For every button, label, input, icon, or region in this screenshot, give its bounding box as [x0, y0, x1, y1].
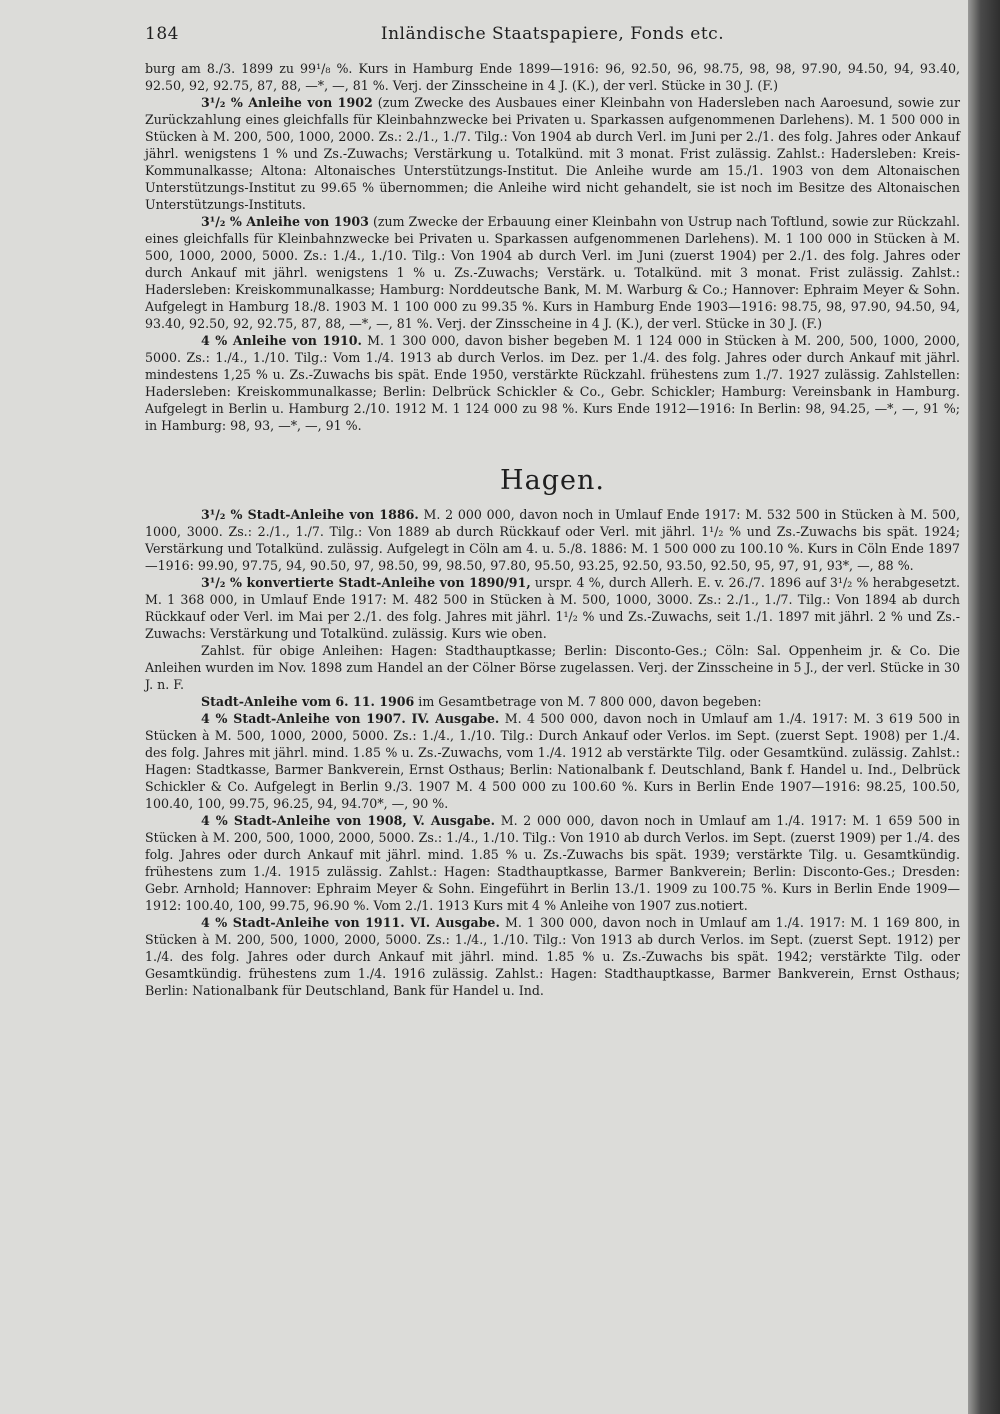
paragraph-lead: 4 % Stadt-Anleihe von 1911. VI. Ausgabe.	[201, 915, 500, 930]
paragraph	[145, 332, 960, 434]
paragraph	[145, 213, 960, 332]
paragraph	[145, 710, 960, 812]
paragraph	[145, 94, 960, 213]
scan-edge-shadow	[968, 0, 1000, 1414]
paragraph-lead: 4 % Stadt-Anleihe von 1907. IV. Ausgabe.	[201, 711, 500, 726]
paragraph-text: M. 1 300 000, davon bisher begeben M. 1 124 000 in Stücken à M. 200, 500, 1000, 2000, 5000. Zs.: 1./4., 1./10. Tilg.: Vom 1./4. 1913 ab durch Verlos. im Dez. per 1./4. des folg. Jahres oder durch Ankauf mit jährl. mindestens 1,25 % u. Zs.-Zuwachs bis spät. Ende 1950, verstärkte Rückzahl. frühestens zum 1./7. 1927 zulässig. Zahlstellen: Hadersleben: Kreiskommunalkasse; Berlin: Delbrück Schickler & Co., Gebr. Schickler; Hamburg: Vereinsbank in Hamburg. Aufgelegt in Berlin u. Hamburg 2./10. 1912 M. 1 124 000 zu 98 %. Kurs Ende 1912—1916: In Berlin: 98, 94.25, —*, —, 91 %; in Hamburg: 98, 93, —*, —, 91 %.	[145, 333, 960, 433]
paragraph-lead: Stadt-Anleihe vom 6. 11. 1906	[201, 694, 415, 709]
paragraph	[145, 914, 960, 999]
section-heading: Hagen.	[500, 465, 605, 496]
paragraph	[145, 642, 960, 693]
paragraph-text: M. 1 300 000, davon noch in Umlauf am 1./4. 1917: M. 1 169 800, in Stücken à M. 200, 500, 1000, 2000, 5000. Zs.: 1./4., 1./10. Tilg.: Von 1913 ab durch Verlos. im Sept. (zuerst Sept. 1912) per 1./4. des folg. Jahres oder durch Ankauf mit jährl. mind. 1.85 % u. Zs.-Zuwachs bis spät. 1942; verstärkte Tilg. oder Gesamtkündig. frühestens zum 1./4. 1916 zulässig. Zahlst.: Hagen: Stadthauptkasse, Barmer Bankverein, Ernst Osthaus; Berlin: Nationalbank für Deutschland, Bank für Handel u. Ind.	[145, 915, 960, 998]
paragraph-lead: 3¹/₂ % konvertierte Stadt-Anleihe von 1890/91,	[201, 575, 531, 590]
document-body	[145, 60, 960, 999]
paragraph-lead: 4 % Stadt-Anleihe von 1908, V. Ausgabe.	[201, 813, 496, 828]
running-title: Inländische Staatspapiere, Fonds etc.	[380, 24, 725, 44]
paragraph-text: im Gesamtbetrage von M. 7 800 000, davon begeben:	[414, 694, 762, 709]
paragraph-text: M. 4 500 000, davon noch in Umlauf am 1./4. 1917: M. 3 619 500 in Stücken à M. 500, 1000, 2000, 5000. Zs.: 1./4., 1./10. Tilg.: Durch Ankauf oder Verlos. im Sept. (zuerst Sept. 1908) per 1./4. des folg. Jahres mit jährl. mind. 1.85 % u. Zs.-Zuwachs, vom 1./4. 1912 ab verstärkte Tilg. oder Gesamtkünd. zulässig. Zahlst.: Hagen: Stadtkasse, Barmer Bankverein, Ernst Osthaus; Berlin: Nationalbank f. Deutschland, Bank f. Handel u. Ind., Delbrück Schickler & Co. Aufgelegt in Berlin 9./3. 1907 M. 4 500 000 zu 100.60 %. Kurs in Berlin Ende 1907—1916: 98.25, 100.50, 100.40, 100, 99.75, 96.25, 94, 94.70*, —, 90 %.	[145, 711, 960, 811]
paragraph-lead: 3¹/₂ % Stadt-Anleihe von 1886.	[201, 507, 419, 522]
paragraph-text: Zahlst. für obige Anleihen: Hagen: Stadthauptkasse; Berlin: Disconto-Ges.; Cöln: Sal. Oppenheim jr. & Co. Die Anleihen wurden im Nov. 1898 zum Handel an der Cölner Börse zugelassen. Verj. der Zinsscheine in 5 J., der verl. Stücke in 30 J. n. F.	[145, 643, 960, 692]
paragraph-text: (zum Zwecke der Erbauung einer Kleinbahn von Ustrup nach Toftlund, sowie zur Rückzahl. eines gleichfalls für Kleinbahnzwecke bei Privaten u. Sparkassen aufgenommenen Darlehens). M. 1 100 000 in Stücken à M. 500, 1000, 2000, 5000. Zs.: 1./4., 1./10. Tilg.: Von 1904 ab durch Verl. im Juni (zuerst 1904) per 2./1. des folg. Jahres oder durch Ankauf mit jährl. wenigstens 1 % u. Zs.-Zuwachs; Verstärk. u. Totalkünd. mit 3 monat. Frist zulässig. Zahlst.: Hadersleben: Kreiskommunalkasse; Hamburg: Norddeutsche Bank, M. M. Warburg & Co.; Hannover: Ephraim Meyer & Sohn. Aufgelegt in Hamburg 18./8. 1903 M. 1 100 000 zu 99.35 %. Kurs in Hamburg Ende 1903—1916: 98.75, 98, 97.90, 94.50, 94, 93.40, 92.50, 92, 92.75, 87, 88, —*, —, 81 %. Verj. der Zinsscheine in 4 J. (K.), der verl. Stücke in 30 J. (F.)	[145, 214, 960, 331]
paragraph-text: (zum Zwecke des Ausbaues einer Kleinbahn von Hadersleben nach Aaroesund, sowie zur Zurückzahlung eines gleichfalls für Kleinbahnzwecke bei Privaten u. Sparkassen aufgenommenen Darlehens). M. 1 500 000 in Stücken à M. 200, 500, 1000, 2000. Zs.: 2./1., 1./7. Tilg.: Von 1904 ab durch Verl. im Juni per 2./1. des folg. Jahres oder Ankauf jährl. wenigstens 1 % und Zs.-Zuwachs; Verstärkung u. Totalkünd. mit 3 monat. Frist zulässig. Zahlst.: Hadersleben: Kreis-Kommunalkasse; Altona: Altonaisches Unterstützungs-Institut. Die Anleihe wurde am 15./1. 1903 von dem Altonaischen Unterstützungs-Institut zu 99.65 % übernommen; die Anleihe wird nicht gehandelt, sie ist noch im Besitze des Altonaischen Unterstützungs-Instituts.	[145, 95, 960, 212]
paragraph-text: M. 2 000 000, davon noch in Umlauf am 1./4. 1917: M. 1 659 500 in Stücken à M. 200, 500, 1000, 2000, 5000. Zs.: 1./4., 1./10. Tilg.: Von 1910 ab durch Verlos. im Sept. (zuerst 1909) per 1./4. des folg. Jahres oder durch Ankauf mit jährl. mind. 1.85 % u. Zs.-Zuwachs bis spät. 1939; verstärkte Tilg. u. Gesamtkündig. frühestens zum 1./4. 1915 zulässig. Zahlst.: Hagen: Stadthauptkasse, Barmer Bankverein; Berlin: Disconto-Ges.; Dresden: Gebr. Arnhold; Hannover: Ephraim Meyer & Sohn. Eingeführt in Berlin 13./1. 1909 zu 100.75 %. Kurs in Berlin Ende 1909—1912: 100.40, 100, 99.75, 96.90 %. Vom 2./1. 1913 Kurs mit 4 % Anleihe von 1907 zus.notiert.	[145, 813, 961, 913]
paragraph-lead: 3¹/₂ % Anleihe von 1903	[201, 214, 369, 229]
paragraph-text: burg am 8./3. 1899 zu 99¹/₈ %. Kurs in Hamburg Ende 1899—1916: 96, 92.50, 96, 98.75, 98, 98, 97.90, 94.50, 94, 93.40, 92.50, 92, 92.75, 87, 88, —*, —, 81 %. Verj. der Zinsscheine in 4 J. (K.), der verl. Stücke in 30 J. (F.)	[145, 61, 960, 93]
page-number: 184	[145, 24, 179, 44]
page-header	[145, 24, 960, 48]
paragraph	[145, 812, 960, 914]
paragraph-lead: 4 % Anleihe von 1910.	[201, 333, 362, 348]
paragraph-lead: 3¹/₂ % Anleihe von 1902	[201, 95, 373, 110]
paragraph	[145, 574, 960, 642]
paragraph	[145, 693, 960, 710]
paragraph	[145, 60, 960, 94]
paragraph-text: M. 2 000 000, davon noch in Umlauf Ende 1917: M. 532 500 in Stücken à M. 500, 1000, 3000. Zs.: 2./1., 1./7. Tilg.: Von 1889 ab durch Rückkauf oder Verl. mit jährl. 1¹/₂ % und Zs.-Zuwachs bis spät. 1924; Verstärkung und Totalkünd. zulässig. Aufgelegt in Cöln am 4. u. 5./8. 1886: M. 1 500 000 zu 100.10 %. Kurs in Cöln Ende 1897—1916: 99.90, 97.75, 94, 90.50, 97, 98.50, 99, 98.50, 97.80, 95.50, 93.25, 92.50, 93.50, 92.50, 95, 97, 91, 93*, —, 88 %.	[145, 507, 960, 573]
paragraph	[145, 506, 960, 574]
paragraph-text: urspr. 4 %, durch Allerh. E. v. 26./7. 1896 auf 3¹/₂ % herabgesetzt. M. 1 368 000, in Umlauf Ende 1917: M. 482 500 in Stücken à M. 500, 1000, 3000. Zs.: 2./1., 1./7. Tilg.: Von 1894 ab durch Rückkauf oder Verl. im Mai per 2./1. des folg. Jahres mit jährl. 1¹/₂ % und Zs.-Zuwachs, seit 1./1. 1897 mit jährl. 2 % und Zs.-Zuwachs: Verstärkung und Totalkünd. zulässig. Kurs wie oben.	[145, 575, 960, 641]
